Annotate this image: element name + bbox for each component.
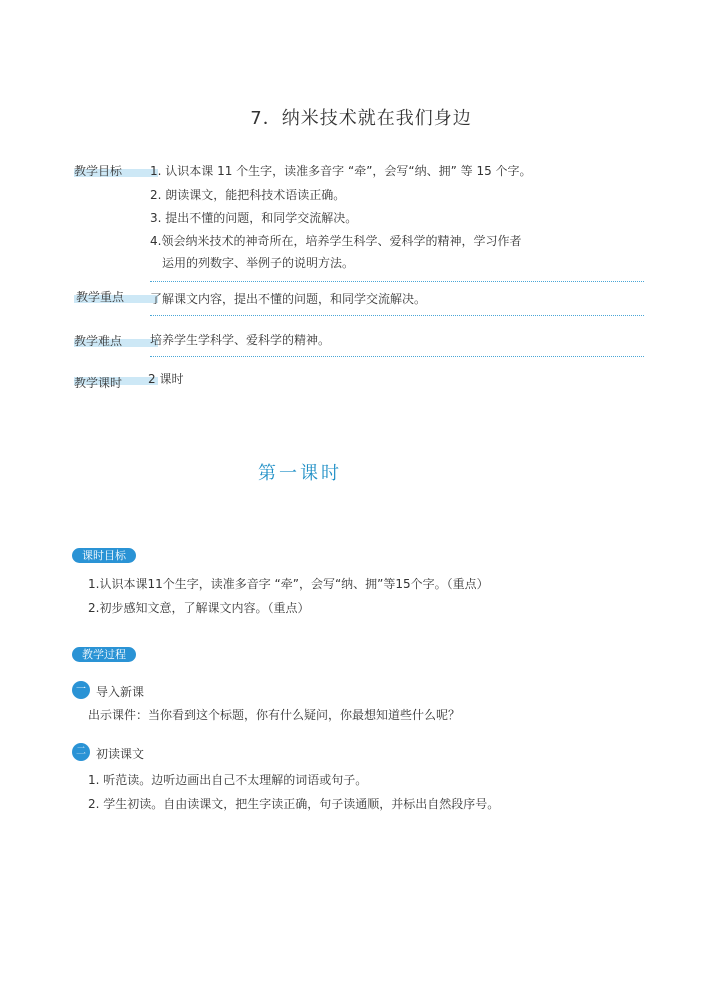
objective-item: 4.领会纳米技术的神奇所在，培养学生科学、爱科学的精神，学习作者 [150, 234, 522, 248]
divider [150, 281, 644, 282]
section-number-badge: 一 [72, 681, 90, 699]
lesson-goal-item: 1.认识本课11个生字，读准多音字 “牵”，会写“纳、拥”等15个字。（重点） [88, 577, 489, 591]
lesson-goals-badge: 课时目标 [72, 548, 136, 563]
objective-item: 运用的列数字、举例子的说明方法。 [162, 256, 355, 270]
objective-item: 1. 认识本课 11 个生字，读准多音字 “牵”，会写“纳、拥” 等 15 个字。 [150, 164, 532, 178]
difficulties-text: 培养学生学科学、爱科学的精神。 [150, 333, 331, 347]
section-heading: 初读课文 [96, 747, 145, 761]
section-heading: 导入新课 [96, 685, 145, 699]
divider [150, 315, 644, 316]
lesson-goal-item: 2.初步感知文意，了解课文内容。（重点） [88, 601, 310, 615]
section-line: 1. 听范读。边听边画出自己不太理解的词语或句子。 [88, 773, 368, 787]
process-badge: 教学过程 [72, 647, 136, 662]
difficulties-label: 教学难点 [74, 334, 123, 348]
lesson-title: 第一课时 [258, 463, 342, 484]
hours-text: 2 课时 [148, 372, 184, 386]
hours-label: 教学课时 [74, 376, 123, 390]
objectives-label: 教学目标 [74, 164, 123, 178]
page-title: 7．纳米技术就在我们身边 [250, 108, 472, 129]
objective-item: 2. 朗读课文，能把科技术语读正确。 [150, 188, 346, 202]
key-points-label: 教学重点 [76, 290, 125, 304]
objective-item: 3. 提出不懂的问题，和同学交流解决。 [150, 211, 358, 225]
key-points-text: 了解课文内容，提出不懂的问题，和同学交流解决。 [150, 292, 427, 306]
section-line: 出示课件：当你看到这个标题，你有什么疑问，你最想知道些什么呢？ [88, 708, 461, 722]
section-line: 2. 学生初读。自由读课文，把生字读正确，句子读通顺，并标出自然段序号。 [88, 797, 500, 811]
divider [150, 356, 644, 357]
section-number-badge: 二 [72, 743, 90, 761]
